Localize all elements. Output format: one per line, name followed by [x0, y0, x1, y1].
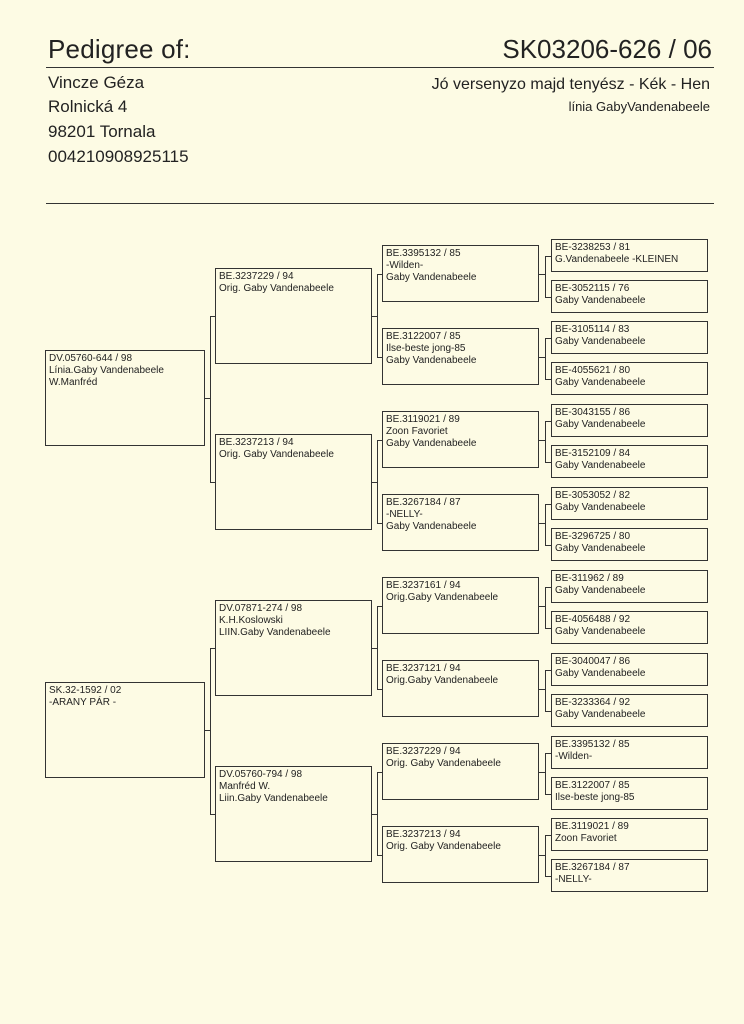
connector-line [545, 504, 546, 545]
bird-info-line: Gaby Vandenabeele [555, 295, 646, 306]
ring-number: BE-3105114 / 83 [555, 324, 630, 335]
ring-number: BE.3237121 / 94 [386, 663, 461, 674]
connector-line [545, 670, 551, 671]
connector-line [377, 855, 382, 856]
bird-info-line: Orig. Gaby Vandenabeele [386, 841, 501, 852]
grandparent-box-sire-dam [215, 434, 372, 530]
connector-line [545, 462, 551, 463]
ring-number: SK03206-626 / 06 [502, 34, 712, 64]
bird-info-line: Orig.Gaby Vandenabeele [386, 592, 499, 603]
owner-name: Vincze Géza [48, 73, 145, 92]
ancestor-gen3-box [382, 660, 539, 717]
ring-number: BE-311962 / 89 [555, 573, 624, 584]
connector-line [545, 256, 546, 297]
bird-info-line: Gaby Vandenabeele [386, 521, 477, 532]
ancestor-gen4-box [551, 653, 708, 686]
connector-line [545, 587, 546, 628]
connector-line [545, 421, 551, 422]
ring-number: BE.3237161 / 94 [386, 580, 461, 591]
ancestor-gen3-box [382, 411, 539, 468]
ring-number: BE-4055621 / 80 [555, 365, 631, 376]
bird-line: línia GabyVandenabeele [568, 99, 710, 114]
ring-number: BE.3267184 / 87 [555, 862, 630, 873]
bird-info-line: Zoon Favoriet [555, 833, 617, 844]
ancestor-gen3-box [382, 245, 539, 302]
ring-number: BE-3233364 / 92 [555, 697, 631, 708]
bird-info-line: Gaby Vandenabeele [386, 272, 477, 283]
connector-line [545, 256, 551, 257]
dam-box [45, 682, 205, 778]
bird-info-line: Gaby Vandenabeele [555, 502, 646, 513]
ancestor-gen4-box [551, 859, 708, 892]
bird-info-line: Gaby Vandenabeele [555, 709, 646, 720]
connector-line [377, 523, 382, 524]
bird-info-line: W.Manfréd [49, 377, 98, 388]
ring-number: BE-3043155 / 86 [555, 407, 631, 418]
bird-info-line: LIIN.Gaby Vandenabeele [219, 627, 331, 638]
ancestor-gen3-box [382, 328, 539, 385]
ring-number: BE.3122007 / 85 [555, 780, 630, 791]
ring-number: BE-3053052 / 82 [555, 490, 631, 501]
ring-number: DV.05760-644 / 98 [49, 353, 133, 364]
connector-line [545, 670, 546, 711]
bird-info-line: Gaby Vandenabeele [555, 336, 646, 347]
owner-city: 98201 Tornala [48, 122, 156, 141]
bird-info-line: Gaby Vandenabeele [555, 377, 646, 388]
connector-line [545, 297, 551, 298]
connector-line [545, 794, 551, 795]
ring-number: BE-3152109 / 84 [555, 448, 631, 459]
bird-info-line: Gaby Vandenabeele [555, 419, 646, 430]
bird-info-line: Gaby Vandenabeele [555, 668, 646, 679]
ring-number: BE.3395132 / 85 [386, 248, 461, 259]
grandparent-box-sire-sire [215, 268, 372, 364]
bird-info-line: Orig. Gaby Vandenabeele [219, 283, 334, 294]
info-divider [46, 203, 714, 204]
ring-number: BE.3395132 / 85 [555, 739, 630, 750]
connector-line [210, 482, 215, 483]
connector-line [545, 379, 551, 380]
bird-info-line: -Wilden- [555, 751, 593, 762]
connector-line [545, 876, 551, 877]
connector-line [377, 606, 382, 607]
bird-info-line: Manfréd W. [219, 781, 271, 792]
connector-line [545, 835, 546, 876]
ring-number: DV.07871-274 / 98 [219, 603, 303, 614]
bird-info-line: Zoon Favoriet [386, 426, 448, 437]
connector-line [545, 753, 546, 794]
bird-info-line: -NELLY- [555, 874, 592, 885]
connector-line [545, 545, 551, 546]
connector-line [545, 587, 551, 588]
ancestor-gen3-box [382, 826, 539, 883]
ancestor-gen4-box [551, 445, 708, 478]
bird-info-line: Gaby Vandenabeele [555, 585, 646, 596]
ring-number: BE.3119021 / 89 [386, 414, 460, 425]
bird-info-line: Orig. Gaby Vandenabeele [219, 449, 334, 460]
grandparent-box-dam-sire [215, 600, 372, 696]
connector-line [377, 274, 378, 357]
ancestor-gen4-box [551, 321, 708, 354]
connector-line [545, 338, 546, 379]
ancestor-gen4-box [551, 280, 708, 313]
connector-line [545, 711, 551, 712]
ring-number: BE.3237229 / 94 [386, 746, 461, 757]
connector-line [210, 648, 215, 649]
bird-info-line: -ARANY PÁR - [49, 697, 117, 708]
ancestor-gen3-box [382, 494, 539, 551]
ancestor-gen4-box [551, 818, 708, 851]
connector-line [210, 316, 215, 317]
connector-line [545, 421, 546, 462]
ring-number: DV.05760-794 / 98 [219, 769, 303, 780]
bird-info-line: G.Vandenabeele -KLEINEN [555, 254, 679, 265]
connector-line [377, 357, 382, 358]
bird-info-line: Gaby Vandenabeele [555, 460, 646, 471]
connector-line [545, 753, 551, 754]
ancestor-gen4-box [551, 611, 708, 644]
owner-street: Rolnická 4 [48, 97, 128, 116]
connector-line [377, 606, 378, 689]
bird-info-line: Gaby Vandenabeele [386, 438, 477, 449]
sire-box [45, 350, 205, 446]
ancestor-gen4-box [551, 528, 708, 561]
ancestor-gen3-box [382, 743, 539, 800]
ring-number: BE-3296725 / 80 [555, 531, 631, 542]
ring-number: BE.3237229 / 94 [219, 271, 294, 282]
ring-number: BE-3040047 / 86 [555, 656, 631, 667]
connector-line [377, 440, 382, 441]
ring-number: BE-4056488 / 92 [555, 614, 631, 625]
ancestor-gen4-box [551, 487, 708, 520]
bird-description: Jó versenyzo majd tenyész - Kék - Hen [431, 76, 710, 93]
connector-line [545, 835, 551, 836]
bird-info-line: Gaby Vandenabeele [555, 543, 646, 554]
connector-line [210, 814, 215, 815]
connector-line [377, 772, 382, 773]
connector-line [545, 338, 551, 339]
ancestor-gen4-box [551, 239, 708, 272]
bird-info-line: Línia.Gaby Vandenabeele [49, 365, 164, 376]
connector-line [545, 628, 551, 629]
ancestor-gen4-box [551, 404, 708, 437]
bird-info-line: Liin.Gaby Vandenabeele [219, 793, 328, 804]
connector-line [545, 504, 551, 505]
grandparent-box-dam-dam [215, 766, 372, 862]
ring-number: BE.3237213 / 94 [219, 437, 294, 448]
ancestor-gen4-box [551, 570, 708, 603]
bird-info-line: Gaby Vandenabeele [386, 355, 477, 366]
ring-number: BE.3119021 / 89 [555, 821, 629, 832]
owner-phone: 004210908925115 [48, 147, 189, 166]
bird-info-line: Orig.Gaby Vandenabeele [386, 675, 499, 686]
connector-line [377, 274, 382, 275]
connector-line [377, 440, 378, 523]
ancestor-gen4-box [551, 736, 708, 769]
page-title: Pedigree of: [48, 34, 191, 64]
ancestor-gen4-box [551, 777, 708, 810]
bird-info-line: K.H.Koslowski [219, 615, 283, 626]
connector-line [210, 316, 211, 482]
ring-number: BE-3052115 / 76 [555, 283, 630, 294]
ring-number: BE.3122007 / 85 [386, 331, 461, 342]
connector-line [377, 772, 378, 855]
header-divider [46, 67, 714, 68]
ring-number: SK.32-1592 / 02 [49, 685, 122, 696]
ancestor-gen4-box [551, 362, 708, 395]
ring-number: BE.3267184 / 87 [386, 497, 461, 508]
bird-info-line: -NELLY- [386, 509, 423, 520]
bird-info-line: Gaby Vandenabeele [555, 626, 646, 637]
bird-info-line: Ilse-beste jong-85 [555, 792, 635, 803]
ancestor-gen4-box [551, 694, 708, 727]
connector-line [377, 689, 382, 690]
ring-number: BE-3238253 / 81 [555, 242, 631, 253]
bird-info-line: Orig. Gaby Vandenabeele [386, 758, 501, 769]
ancestor-gen3-box [382, 577, 539, 634]
ring-number: BE.3237213 / 94 [386, 829, 461, 840]
bird-info-line: Ilse-beste jong-85 [386, 343, 466, 354]
connector-line [210, 648, 211, 814]
bird-info-line: -Wilden- [386, 260, 424, 271]
